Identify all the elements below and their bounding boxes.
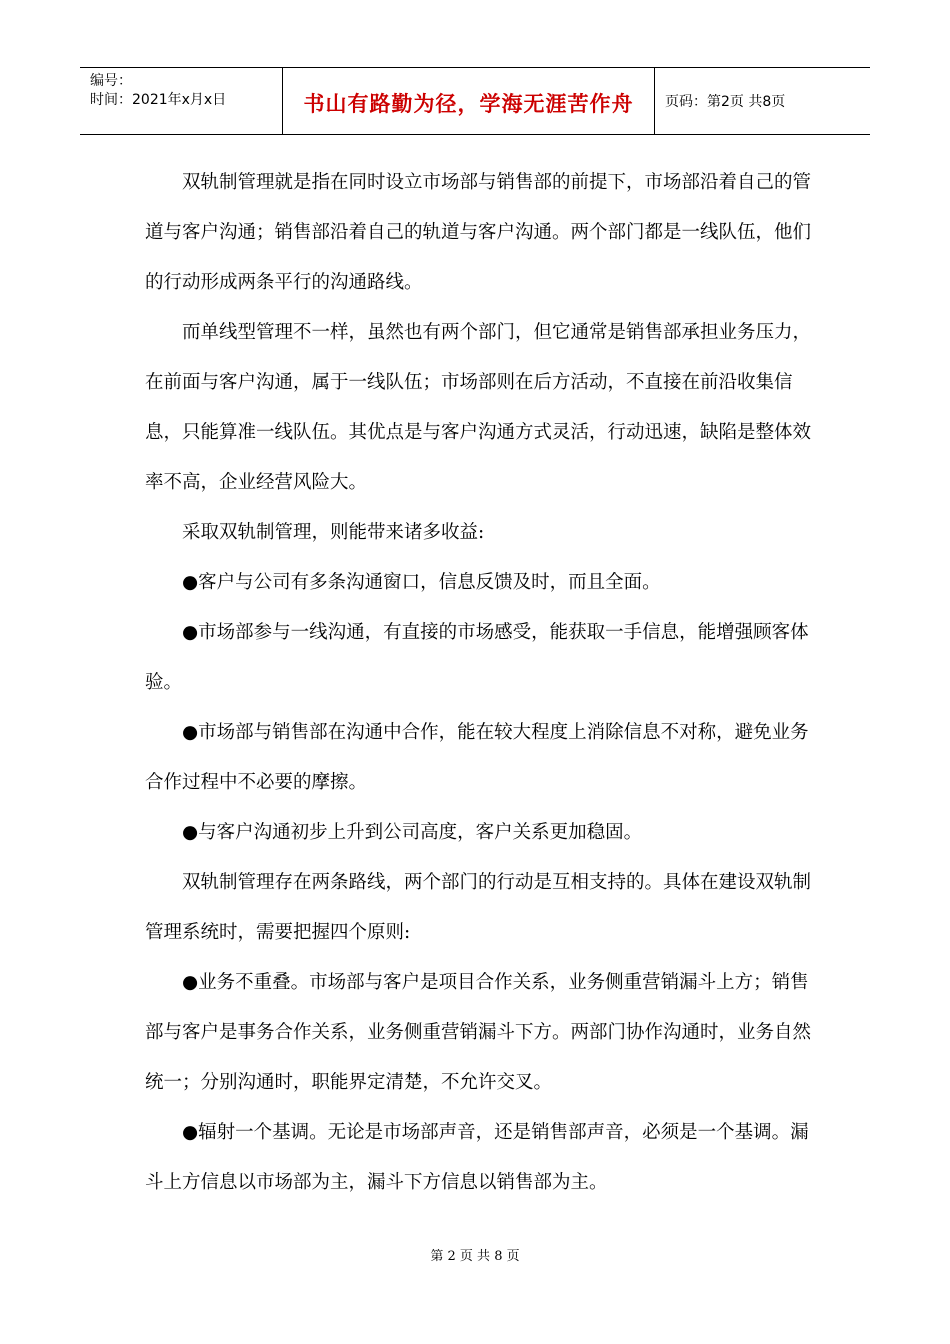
time-label: 时间：2021年x月x日 xyxy=(90,92,227,108)
header-meta xyxy=(80,68,283,134)
document-body xyxy=(145,158,813,1208)
bullet-item: ●与客户沟通初步上升到公司高度，客户关系更加稳固。 xyxy=(182,822,643,843)
paragraph: 而单线型管理不一样，虽然也有两个部门，但它通常是销售部承担业务压力，在前面与客户沟通，属于一线队伍；市场部则在后方活动，不直接在前沿收集信息，只能算准一线队伍。其优点是与客户沟通方式灵活，行动迅速，缺陷是整体效率不高，企业经营风险大。 xyxy=(145,322,812,493)
paragraph: 双轨制管理存在两条路线，两个部门的行动是互相支持的。具体在建设双轨制管理系统时，需要把握四个原则: xyxy=(145,872,812,943)
header-page-info: 页码：第2页 共8页 xyxy=(665,94,786,110)
bullet-item: ●客户与公司有多条沟通窗口，信息反馈及时，而且全面。 xyxy=(182,572,661,593)
document-header xyxy=(80,67,870,135)
paragraph: 双轨制管理就是指在同时设立市场部与销售部的前提下，市场部沿着自己的管道与客户沟通；销售部沿着自己的轨道与客户沟通。两个部门都是一线队伍，他们的行动形成两条平行的沟通路线。 xyxy=(145,172,812,293)
page-footer: 第 2 页 共 8 页 xyxy=(430,1249,520,1264)
bullet-item: ●辐射一个基调。无论是市场部声音，还是销售部声音，必须是一个基调。漏斗上方信息以市场部为主，漏斗下方信息以销售部为主。 xyxy=(145,1122,809,1193)
bullet-item: ●业务不重叠。市场部与客户是项目合作关系，业务侧重营销漏斗上方；销售部与客户是事务合作关系，业务侧重营销漏斗下方。两部门协作沟通时，业务自然统一；分别沟通时，职能界定清楚，不允许交叉。 xyxy=(145,972,812,1093)
paragraph: 采取双轨制管理，则能带来诸多收益: xyxy=(182,522,485,543)
number-label: 编号： xyxy=(90,73,132,89)
header-motto: 书山有路勤为径，学海无涯苦作舟 xyxy=(283,68,655,134)
bullet-item: ●市场部参与一线沟通，有直接的市场感受，能获取一手信息，能增强顾客体验。 xyxy=(145,622,809,693)
bullet-item: ●市场部与销售部在沟通中合作，能在较大程度上消除信息不对称，避免业务合作过程中不必要的摩擦。 xyxy=(145,722,809,793)
